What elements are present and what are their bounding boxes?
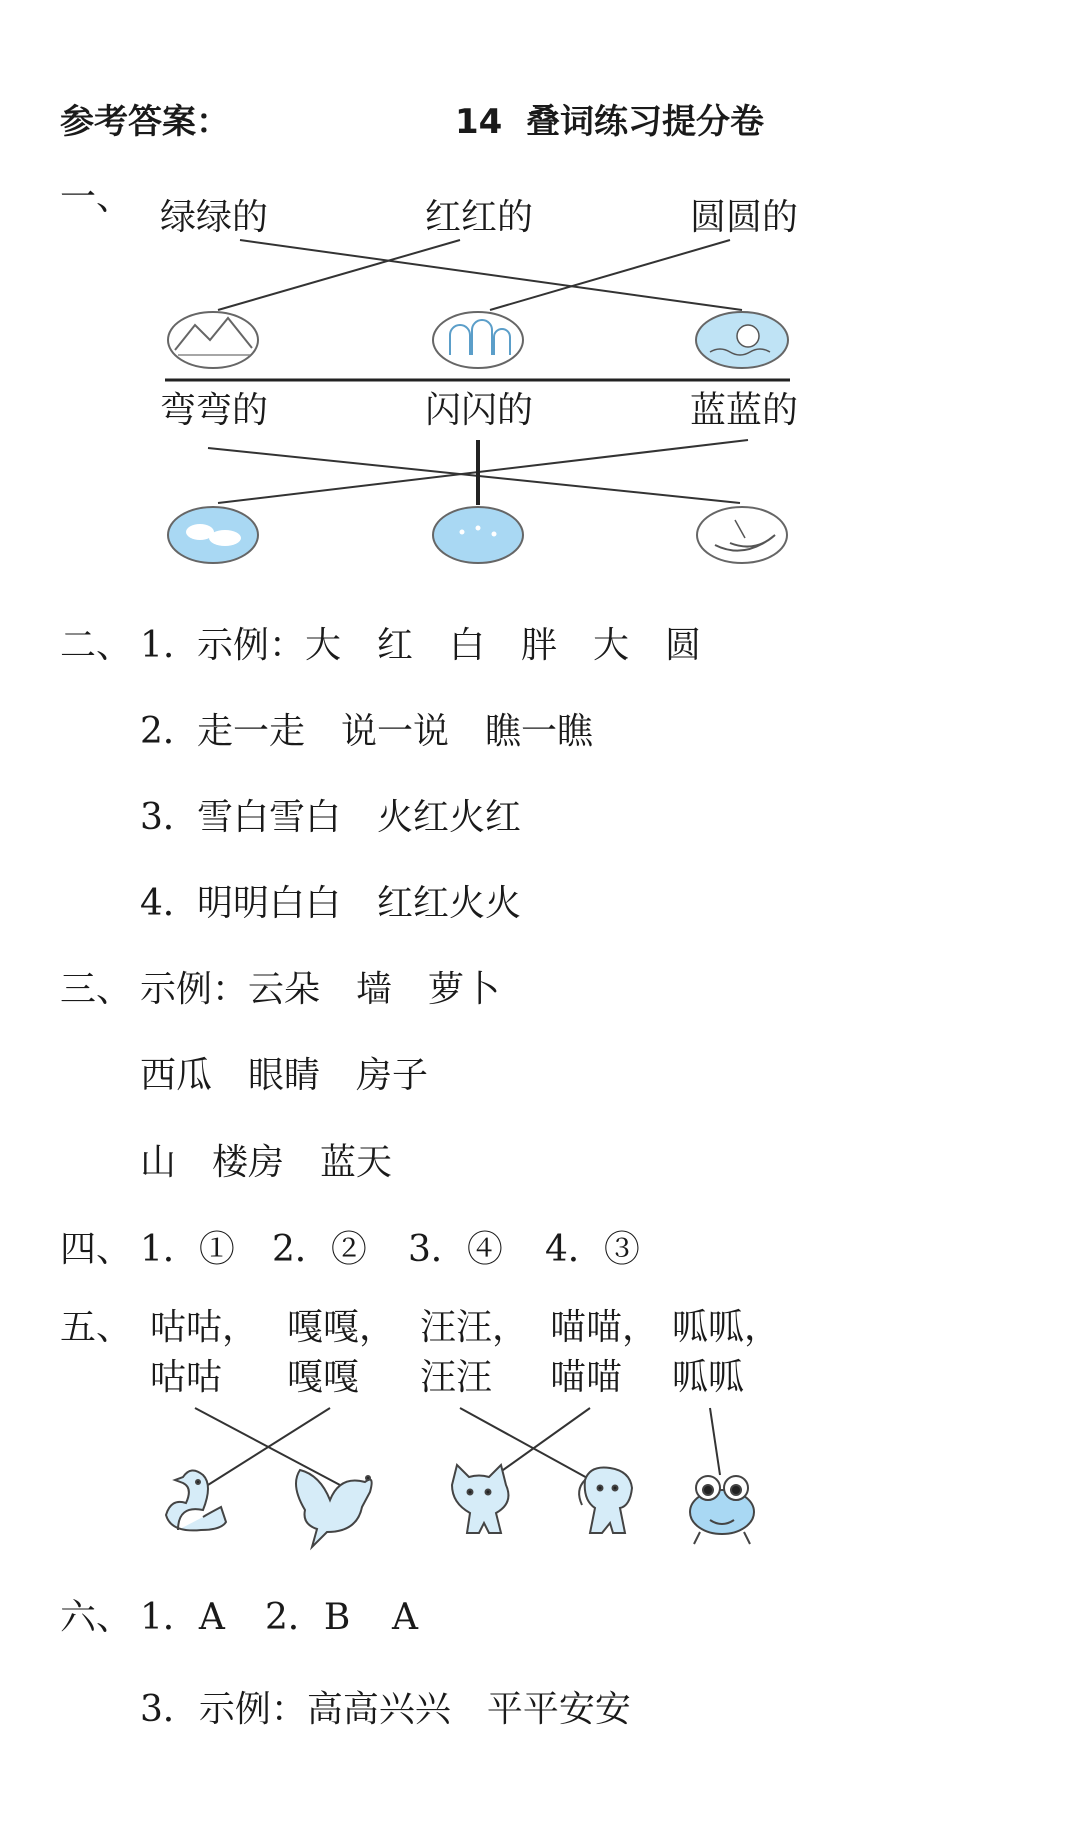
section4-answer-1: 1．① <box>140 1229 235 1270</box>
section-number-3: 三、 <box>60 969 133 1010</box>
girl-in-water-picture-icon <box>696 312 788 368</box>
sound-word: 嘎嘎 <box>287 1357 360 1398</box>
section4-answer-2: 2．② <box>272 1229 367 1270</box>
sound-word: 汪汪， <box>420 1307 529 1348</box>
section-number-5: 五、 <box>60 1307 133 1348</box>
section2-item-3-num: 3． <box>140 797 199 838</box>
section3-line-1: 示例：云朵 墙 萝卜 <box>140 969 501 1010</box>
section1-top-lines <box>218 240 742 310</box>
section6-answer-2: 2．B <box>265 1597 351 1638</box>
item-num: 2 <box>140 711 163 752</box>
item-num: 1 <box>140 625 163 666</box>
mountain-picture-icon <box>168 312 258 368</box>
section6-answer-1: 1．A <box>140 1597 225 1638</box>
section6-answer-2b: A <box>392 1597 418 1638</box>
answer-key-label: 参考答案： <box>60 102 230 142</box>
word-lvlv: 绿绿的 <box>160 197 269 238</box>
section2-item-2-num: 2． <box>140 711 199 752</box>
section2-item-1-num: 1. <box>140 625 186 666</box>
item-num: 4 <box>140 883 163 924</box>
starry-sky-picture-icon <box>433 507 523 563</box>
section2-item-1-text: 示例：大 红 白 胖 大 圆 <box>197 625 702 666</box>
section-number-4: 四、 <box>60 1229 133 1270</box>
sound-word: 呱呱， <box>672 1307 781 1348</box>
cat-icon <box>452 1465 508 1533</box>
sound-word: 咕咕， <box>150 1307 259 1348</box>
word-lanlan: 蓝蓝的 <box>690 390 799 431</box>
frog-icon <box>690 1476 754 1544</box>
moon-boat-picture-icon <box>697 507 787 563</box>
sound-word: 喵喵， <box>550 1307 659 1348</box>
section-number-6: 六、 <box>60 1597 133 1638</box>
section2-item-3-text: 雪白雪白 火红火红 <box>197 797 522 838</box>
section6-item-3: 3．示例：高高兴兴 平平安安 <box>140 1689 631 1730</box>
section2-item-4-text: 明明白白 红红火火 <box>197 883 522 924</box>
section4-answer-3: 3．④ <box>408 1229 503 1270</box>
page-title: 14 叠词练习提分卷 <box>455 102 764 142</box>
section3-line-2: 西瓜 眼睛 房子 <box>140 1055 429 1096</box>
section-number-1: 一、 <box>60 177 133 218</box>
trees-picture-icon <box>433 312 523 368</box>
word-shanshan: 闪闪的 <box>425 390 534 431</box>
sound-word: 嘎嘎， <box>287 1307 396 1348</box>
sound-word: 汪汪 <box>420 1357 493 1398</box>
word-wanwan: 弯弯的 <box>160 390 269 431</box>
sound-word: 喵喵 <box>550 1357 623 1398</box>
section2-item-2-text: 走一走 说一说 瞧一瞧 <box>197 711 594 752</box>
sound-word: 咕咕 <box>150 1357 223 1398</box>
sound-word: 呱呱 <box>672 1357 745 1398</box>
section2-item-4-num: 4． <box>140 883 199 924</box>
section3-line-3: 山 楼房 蓝天 <box>140 1142 393 1183</box>
word-yuanyuan: 圆圆的 <box>690 197 799 238</box>
blue-sky-clouds-picture-icon <box>168 507 258 563</box>
section-number-2: 二、 <box>60 625 133 666</box>
dog-icon <box>579 1468 632 1534</box>
section4-answer-4: 4．③ <box>545 1229 640 1270</box>
word-honghong: 红红的 <box>425 197 534 238</box>
item-num: 3 <box>140 797 163 838</box>
